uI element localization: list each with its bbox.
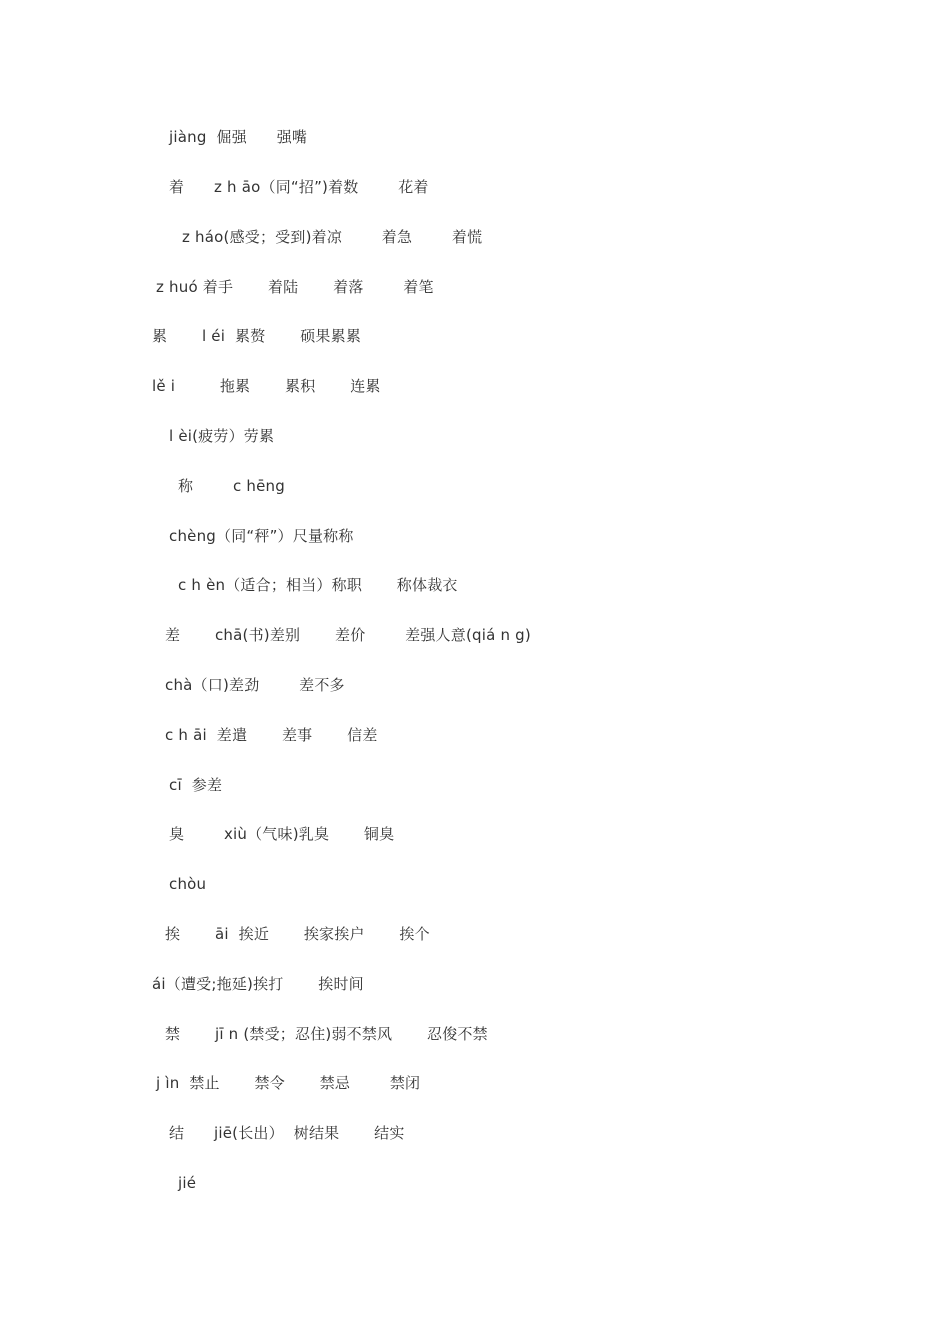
text-line: 着 z h āo（同“招”)着数 花着 — [169, 178, 429, 196]
text-line: c h āi 差遣 差事 信差 — [165, 726, 378, 744]
text-line: c h èn（适合；相当）称职 称体裁衣 — [178, 576, 458, 594]
text-line: z háo(感受；受到)着凉 着急 着慌 — [182, 228, 483, 246]
text-line: chèng（同“秤”）尺量称称 — [169, 527, 354, 545]
text-line: 累 l éi 累赘 硕果累累 — [152, 327, 362, 345]
text-line: chòu — [169, 875, 207, 893]
text-line: j ìn 禁止 禁令 禁忌 禁闭 — [156, 1074, 421, 1092]
text-line: l èi(疲劳）劳累 — [169, 427, 275, 445]
text-line: 臭 xiù（气味)乳臭 铜臭 — [169, 825, 395, 843]
text-line: 挨 āi 挨近 挨家挨户 挨个 — [165, 925, 430, 943]
text-line: chà（口)差劲 差不多 — [165, 676, 345, 694]
text-line: 称 c hēng — [178, 477, 285, 495]
text-line: 禁 jī n (禁受；忍住)弱不禁风 忍俊不禁 — [165, 1025, 488, 1043]
text-line: jiàng 倔强 强嘴 — [169, 128, 308, 146]
text-line: z huó 着手 着陆 着落 着笔 — [156, 278, 434, 296]
text-line: cī 参差 — [169, 776, 223, 794]
text-line: 结 jiē(长出） 树结果 结实 — [169, 1124, 405, 1142]
text-line: ái（遭受;拖延)挨打 挨时间 — [152, 975, 364, 993]
text-line: 差 chā(书)差别 差价 差强人意(qiá n g) — [165, 626, 531, 644]
text-line: lě i 拖累 累积 连累 — [152, 377, 381, 395]
text-line: jié — [178, 1174, 197, 1192]
